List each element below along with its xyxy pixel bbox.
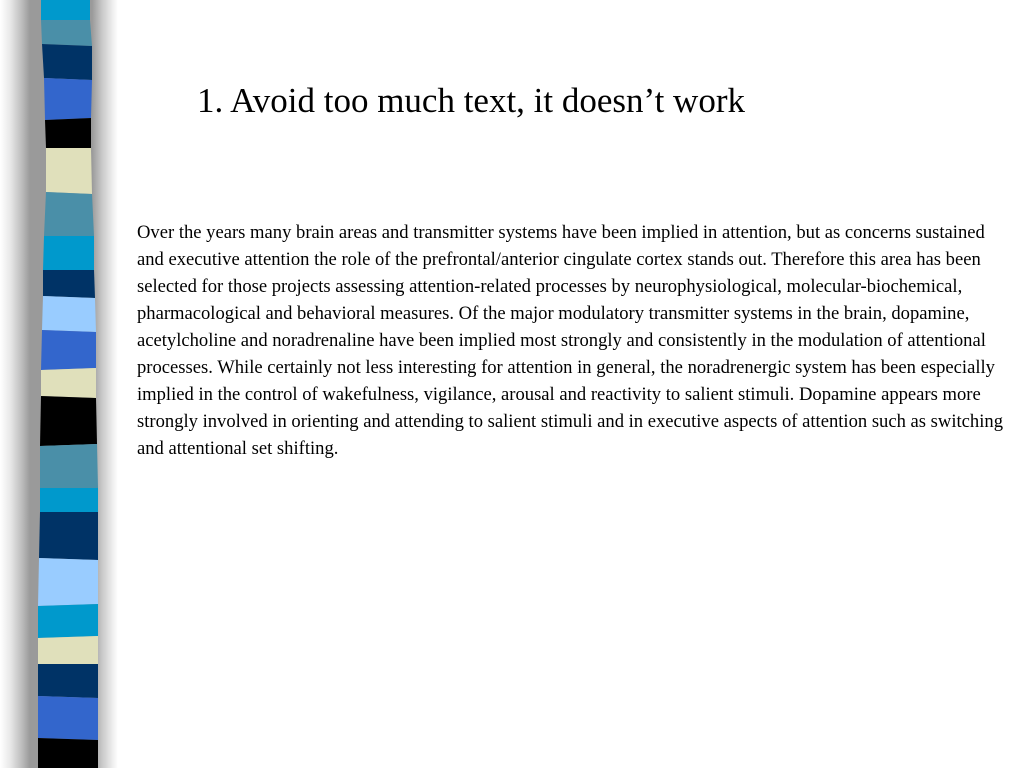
stripe-segment [44, 192, 94, 236]
stripe-segment [38, 604, 98, 638]
stripe-segment [38, 696, 98, 740]
slide-title: 1. Avoid too much text, it doesn’t work [197, 81, 745, 120]
stripe-bar-graphic [38, 0, 98, 768]
stripe-segment [38, 664, 98, 698]
stripe-segment [41, 330, 96, 370]
stripe-segment [40, 444, 98, 488]
stripe-segment [38, 636, 98, 664]
stripe-segment [42, 44, 92, 80]
stripe-segment [42, 296, 96, 332]
stripe-segment [43, 236, 94, 270]
stripe-segment [45, 118, 91, 148]
stripe-segment [44, 78, 92, 120]
stripe-segment [43, 270, 95, 298]
slide-body-text: Over the years many brain areas and transmitter systems have been implied in attention, but as concerns sustained and executive attention the role of the prefrontal/anterior cingulate cortex stands out. Therefore this area has been selected for those projects assessing attention-related processes by neurophysiological, molecular-biochemical, pharmacological and behavioral measures. Of the major modulatory transmitter systems in the brain, dopamine, acetylcholine and noradrenaline have been implied most strongly and consistently in the modulation of attentional processes. While certainly not less interesting for attention in general, the noradrenergic system has been especially implied in the control of wakefulness, vigilance, arousal and reactivity to salient stimuli. Dopamine appears more strongly involved in orienting and attending to salient stimuli and in executive aspects of attention such as switching and attentional set shifting. [137, 222, 1003, 459]
stripe-segment [41, 368, 96, 398]
stripe-segment [46, 148, 92, 194]
stripe-segment [40, 488, 98, 512]
stripe-segment [38, 738, 98, 768]
stripe-segment [39, 512, 98, 560]
stripe-segment [40, 396, 97, 446]
stripe-segment [38, 558, 98, 606]
stripe-segment [41, 0, 90, 20]
decorative-stripe-bar [38, 0, 98, 768]
stripe-segment [41, 20, 92, 46]
